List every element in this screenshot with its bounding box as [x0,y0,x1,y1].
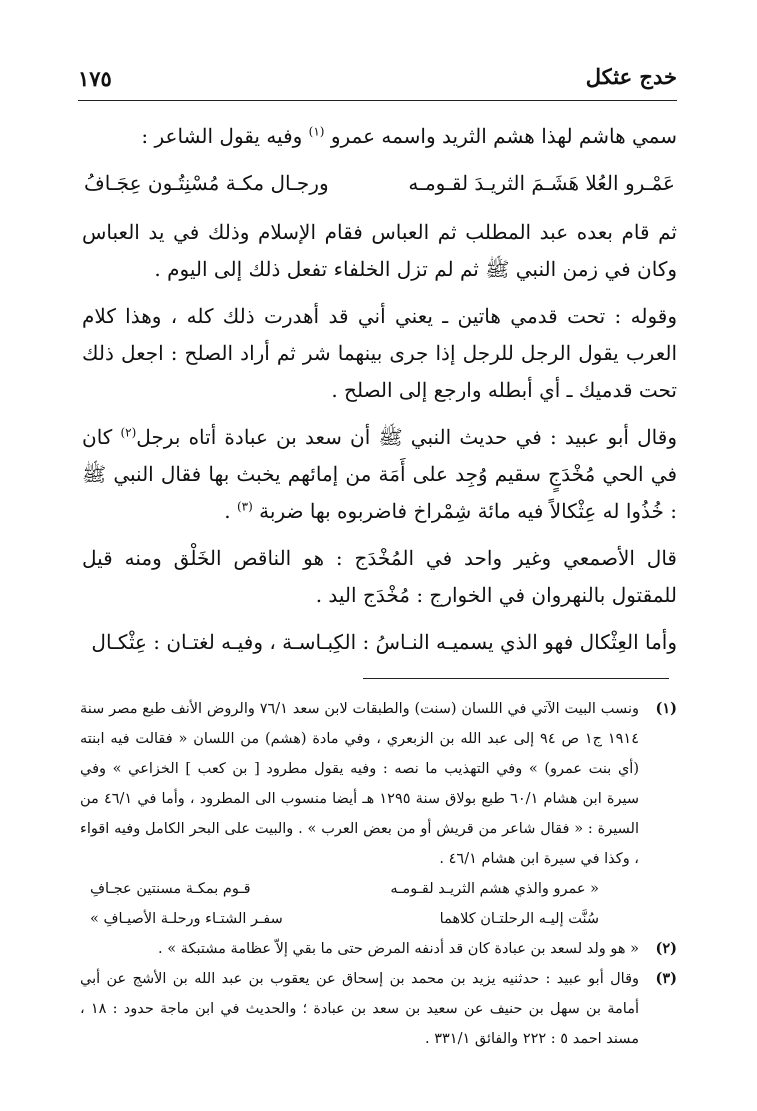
paragraph-1-text: سمي هاشم لهذا هشم الثريد واسمه عمرو [330,124,677,148]
footnote-1-verse-2 [90,904,599,934]
paragraph-1-text-end: وفيه يقول الشاعر : [141,124,309,148]
footnote-1-verse-1-b: قـوم بمكـة مسنتين عجـافِ [90,881,251,897]
footnote-1-text: ونسب البيت الآتي في اللسان (سنت) والطبقات لابن سعد ٧٦/١ والروض الأنف طبع مصر سنة ١٩١٤ ج١ ص ٩٤ إلى عبد الله بن الزبعري ، وفي مادة (هشم) من اللسان « فقالت فيه ابنته (أي بنت عمرو) » وفي التهذيب ما نصه : وفيه يقول مطرود [ بن كعب ] الخزاعي » وفي سيرة ابن هشام ٦٠/١ طبع بولاق سنة ١٢٩٥ هـ أيضا منسوب الى المطرود ، وأما في ٤٦/١ من السيرة : « فقال شاعر من قريش أو من بعض العرب » . والبيت على البحر الكامل وفيه اقواء ، وكذا في سيرة ابن هشام ٤٦/١ . [80,701,640,867]
footnote-ref-1: (١) [308,124,325,139]
paragraph-4 [82,419,677,530]
footnote-2-number: (٢) [655,940,677,957]
footnote-1-number: (١) [655,700,677,717]
verse [82,165,677,202]
running-title: خدج عثكل [585,64,677,89]
footnote-divider [363,678,669,679]
footnote-1-verse-2-b: سفـر الشتـاء ورحلـة الأصيـافِ » [90,911,283,927]
paragraph-3: وقوله : تحت قدمي هاتين ـ يعني أني قد أهدرت ذلك كله ، وهذا كلام العرب يقول الرجل للرجل إذا جرى بينهما شر ثم أراد الصلح : اجعل ذلك تحت قدميك ـ أي أبطله وارجع إلى الصلح . [82,304,677,402]
verse-hemistich-2: ورجـال مكـة مُسْنِتُـون عِجَـافُ [84,171,329,195]
paragraph-1 [82,118,677,155]
footnote-1-verse-1 [90,874,599,904]
paragraph-6: وأما العِثْكال فهو الذي يسميـه النـاسُ : الكِبـاسـة ، وفيـه لغتـان : عِثْكـال [91,630,677,654]
paragraph-4-text-a: وقال أبو عبيد : في حديث النبي ﷺ أن سعد بن عبادة أتاه برجل [136,425,677,449]
paragraph-4-text-b: كان في الحي مُخْدَجٍ سقيم وُجِد على أَمَة من إمائهم يخبث بها فقال النبي ﷺ : خُذُوا له عِثْكالاً فيه مائة شِمْراخ فاضربوه بها ضربة [82,425,678,523]
paragraph-2: ثم قام بعده عبد المطلب ثم العباس فقام الإسلام وذلك في يد العباس وكان في زمن النبي ﷺ ثم لم تزل الخلفاء تفعل ذلك إلى اليوم . [82,220,677,281]
footnote-1-verse-2-a: سُنَّت إليـه الرحلتـان كلاهما [439,911,599,927]
footnote-2-text: « هو ولد لسعد بن عبادة كان قد أدنفه المرض حتى ما بقي إلاّ عظامة مشتبكة » . [157,941,639,957]
main-text [82,118,677,671]
footnote-1 [80,694,677,934]
footnote-ref-3: (٣) [236,499,253,514]
footnote-2 [80,934,677,964]
page-number: ١٧٥ [78,66,112,91]
footnotes [80,694,677,1054]
footnote-3 [80,964,677,1054]
paragraph-4-text-c: . [224,499,237,523]
footnote-ref-2: (٢) [120,425,137,440]
footnote-1-verse-1-a: « عمرو والذي هشم الثريـد لقـومـه [390,881,599,897]
page-header [78,60,677,101]
verse-hemistich-1: عَمْـرو العُلا هَشَـمَ الثريـدَ لقـومـه [408,171,675,195]
footnote-3-text: وقال أبو عبيد : حدثنيه يزيد بن محمد بن إسحاق عن يعقوب بن عبد الله بن الأشج عن أبي أمامة بن سهل بن حنيف عن سعيد بن سعد بن عبادة ؛ والحديث في ابن ماجة حدود : ١٨ ، مسند احمد ٥ : ٢٢٢ والفائق ٣٣١/١ . [80,971,640,1047]
paragraph-5: قال الأصمعي وغير واحد في المُخْدَج : هو الناقص الخَلْق ومنه قيل للمقتول بالنهروان في الخوارج : مُخْدَج اليد . [82,546,677,607]
footnote-3-number: (٣) [655,970,677,987]
